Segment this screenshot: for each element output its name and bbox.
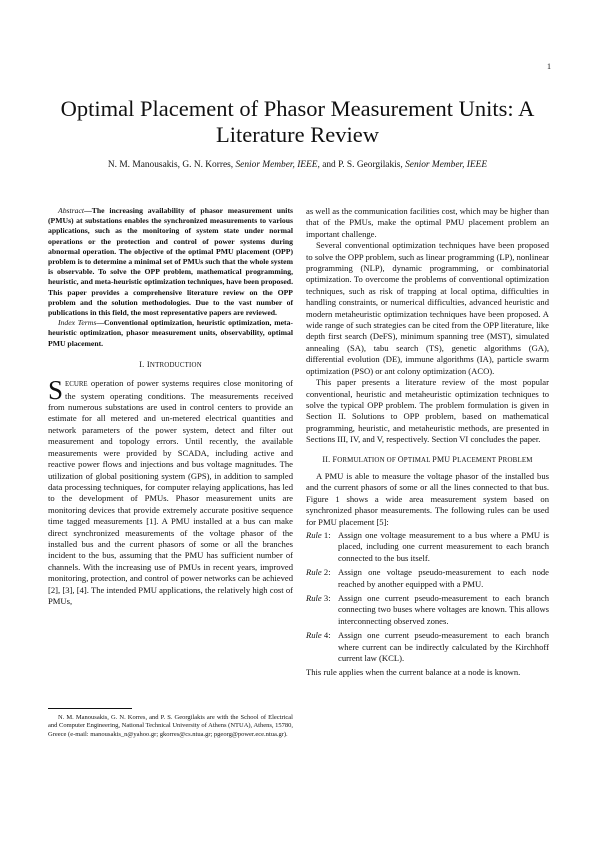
rule-label [306,630,338,664]
heading-part: LACEMENT [457,456,499,464]
section-heading-smallcaps: NTRODUCTION [149,361,202,369]
author-names-1: N. M. Manousakis, G. N. Korres, [107,160,236,170]
heading-part: ORMULATION OF [337,456,398,464]
index-terms [48,318,293,349]
rule-label [306,530,338,564]
heading-part: ROBLEM [502,456,533,464]
formulation-paragraph-1: A PMU is able to measure the voltage phasor of the installed bus and the current phasors of some or all the lines connected to that bus. Figure 1 shows a wide area measurement system based on synchronized phasor measurements. The following rules can be used for PMU placement [5]: [306,470,549,527]
author-membership-2: Senior Member, IEEE [405,160,488,170]
intro-paragraph-1 [48,375,293,607]
heading-part: PMU P [432,454,458,464]
heading-part: P [498,454,503,464]
rule-number: 2: [321,567,331,578]
rule-number: 4: [321,630,331,641]
rule-note: This rule applies when the current balance at a node is known. [306,667,521,678]
drop-cap: S [48,375,64,406]
intro-paragraph-1-text: operation of power systems requires close monitoring of the system operating conditions. The measurements received from numerous substations are used in control centers to provide an estimate for all metered and un-metered electrical quantities and network parameters of the power system, detect and filter out measurement and topology errors. Until recently, the available measurements were provided by SCADA, including active and reactive power flows and injections and bus voltage magnitudes. The utilization of global positioning system (GPS), in addition to sampled data processing techniques, for computer relaying applications, has led to the development of PMUs. Phasor measurement units are monitoring devices that provide extremely accurate positive sequence time tagged measurements [1]. A PMU installed at a bus can make direct synchronized measurements of the voltage phasor of the installed bus and the current phasors of some or all the branches incident to the bus, assuming that the PMU has sufficient number of channels. With the increasing use of PMUs in recent years, improved monitoring, protection, and control of power networks can be achieved [2], [3], [4]. The intended PMU applications, the relatively high cost of PMUs, [48,378,293,606]
abstract [48,206,293,318]
author-affiliation-footnote: N. M. Manousakis, G. N. Korres, and P. S. Georgilakis are with the School of Electrical and Computer Engineering, National Technical University of Athens (NTUA), Athens, 15780, Greece (e-mail: manousakis_n@yahoo.gr; gkorres@cs.ntua.gr; pgeorg@power.ece.ntua.gr). [48,714,293,738]
section-number: II. [322,454,333,464]
rule-text: Assign one current pseudo-measurement to each branch connecting two buses where voltages are known. This allows interconnecting observed zones. [338,593,549,626]
rule-text: Assign one voltage pseudo-measurement to each node reached by another equipped with a PMU. [338,567,549,589]
intro-paragraph-2: Several conventional optimization techniques have been proposed to solve the OPP problem, such as linear programming (LP), nonlinear programming (NLP), dynamic programming, or combinatorial optimization. To overcome the problems of conventional optimization techniques, such as risk of trapping at local optima, difficulties in handling constraints, or numerical difficulties, advanced heuristic and modern metaheuristic optimization techniques have been proposed. A wide range of such strategies can be cited from the OPP literature, like depth first search (DeFS), minimum spanning tree (MST), simulated annealing (SA), tabu search (TS), genetic algorithms (GA), differential evolution (DE), immune algorithms (IA), particle swarm optimization (PSO) or ant colony optimization (ACO). [306,240,549,376]
rule-label [306,567,338,590]
intro-paragraph-3: This paper presents a literature review of the most popular conventional, heuristic and metaheuristic optimization techniques to solve the typical OPP problem. The problem formulation is given in Section II. Solutions to OPP problem, based on mathematical programming, heuristic, and metaheuristic methods, are presented in Sections III, IV, and V, respectively. Section VI concludes the paper. [306,377,549,445]
abstract-label: Abstract [58,206,85,215]
section-heading-introduction [48,359,293,371]
rule-number: 3: [321,593,331,603]
page-number: 1 [547,62,551,71]
section-number: I. [139,358,147,369]
rule-text: Assign one current pseudo-measurement to each branch where current can be indirectly calculated by the Kirchhoff current law (KCL). [338,630,549,664]
index-terms-text: —Conventional optimization, heuristic optimization, meta-heuristic optimization, phasor measurement units, observability, optimal PMU placement. [48,318,293,348]
author-membership-1: Senior Member, IEEE [235,160,318,170]
rule-text: Assign one voltage measurement to a bus where a PMU is placed, including one current measurement to each branch connected to the bus itself. [338,529,549,563]
index-terms-label: Index Terms [58,318,97,328]
rule-label [306,593,338,627]
section-heading-formulation [306,454,549,466]
intro-paragraph-1-continued: as well as the communication facilities cost, which may be higher than that of the PMUs, make the optimal PMU placement problem an important challenge. [306,206,549,239]
rule-word: Rule [306,630,322,641]
rule-item [306,593,549,627]
rule-item [306,567,549,590]
section-heading-initial: I [146,358,150,369]
heading-part: O [397,454,404,464]
rule-word: Rule [306,529,322,540]
rule-word: Rule [306,567,322,578]
heading-part: PTIMAL [403,456,433,464]
rule-word: Rule [306,593,322,603]
author-names-2: , and P. S. Georgilakis, [317,160,406,170]
right-column [306,206,549,679]
rule-item [306,530,549,564]
rule-item [306,630,549,664]
drop-cap-word-rest: ECURE [65,381,88,389]
heading-part: F [332,454,338,464]
abstract-text: —The increasing availability of phasor measurement units (PMUs) at substations enables the synchronized measurements to various applications, such as the monitoring of system state under normal operations or the protection and control of power systems during abnormal operation. The objective of the optimal PMU placement (OPP) problem is to determine a minimal set of PMUs such that the whole system is observable. To solve the OPP problem, mathematical programming, heuristic, and meta-heuristic optimization techniques, have been proposed. This paper provides a comprehensive literature review on the OPP problem and the solution methodologies. Due to the vast number of publications in this field, the most representative papers are reviewed. [48,206,294,318]
author-line [36,160,559,170]
paper-title: Optimal Placement of Phasor Measurement Units: A Literature Review [60,96,535,147]
rule-number: 1: [321,529,331,540]
footnote-separator [48,708,132,709]
left-column [48,206,293,607]
